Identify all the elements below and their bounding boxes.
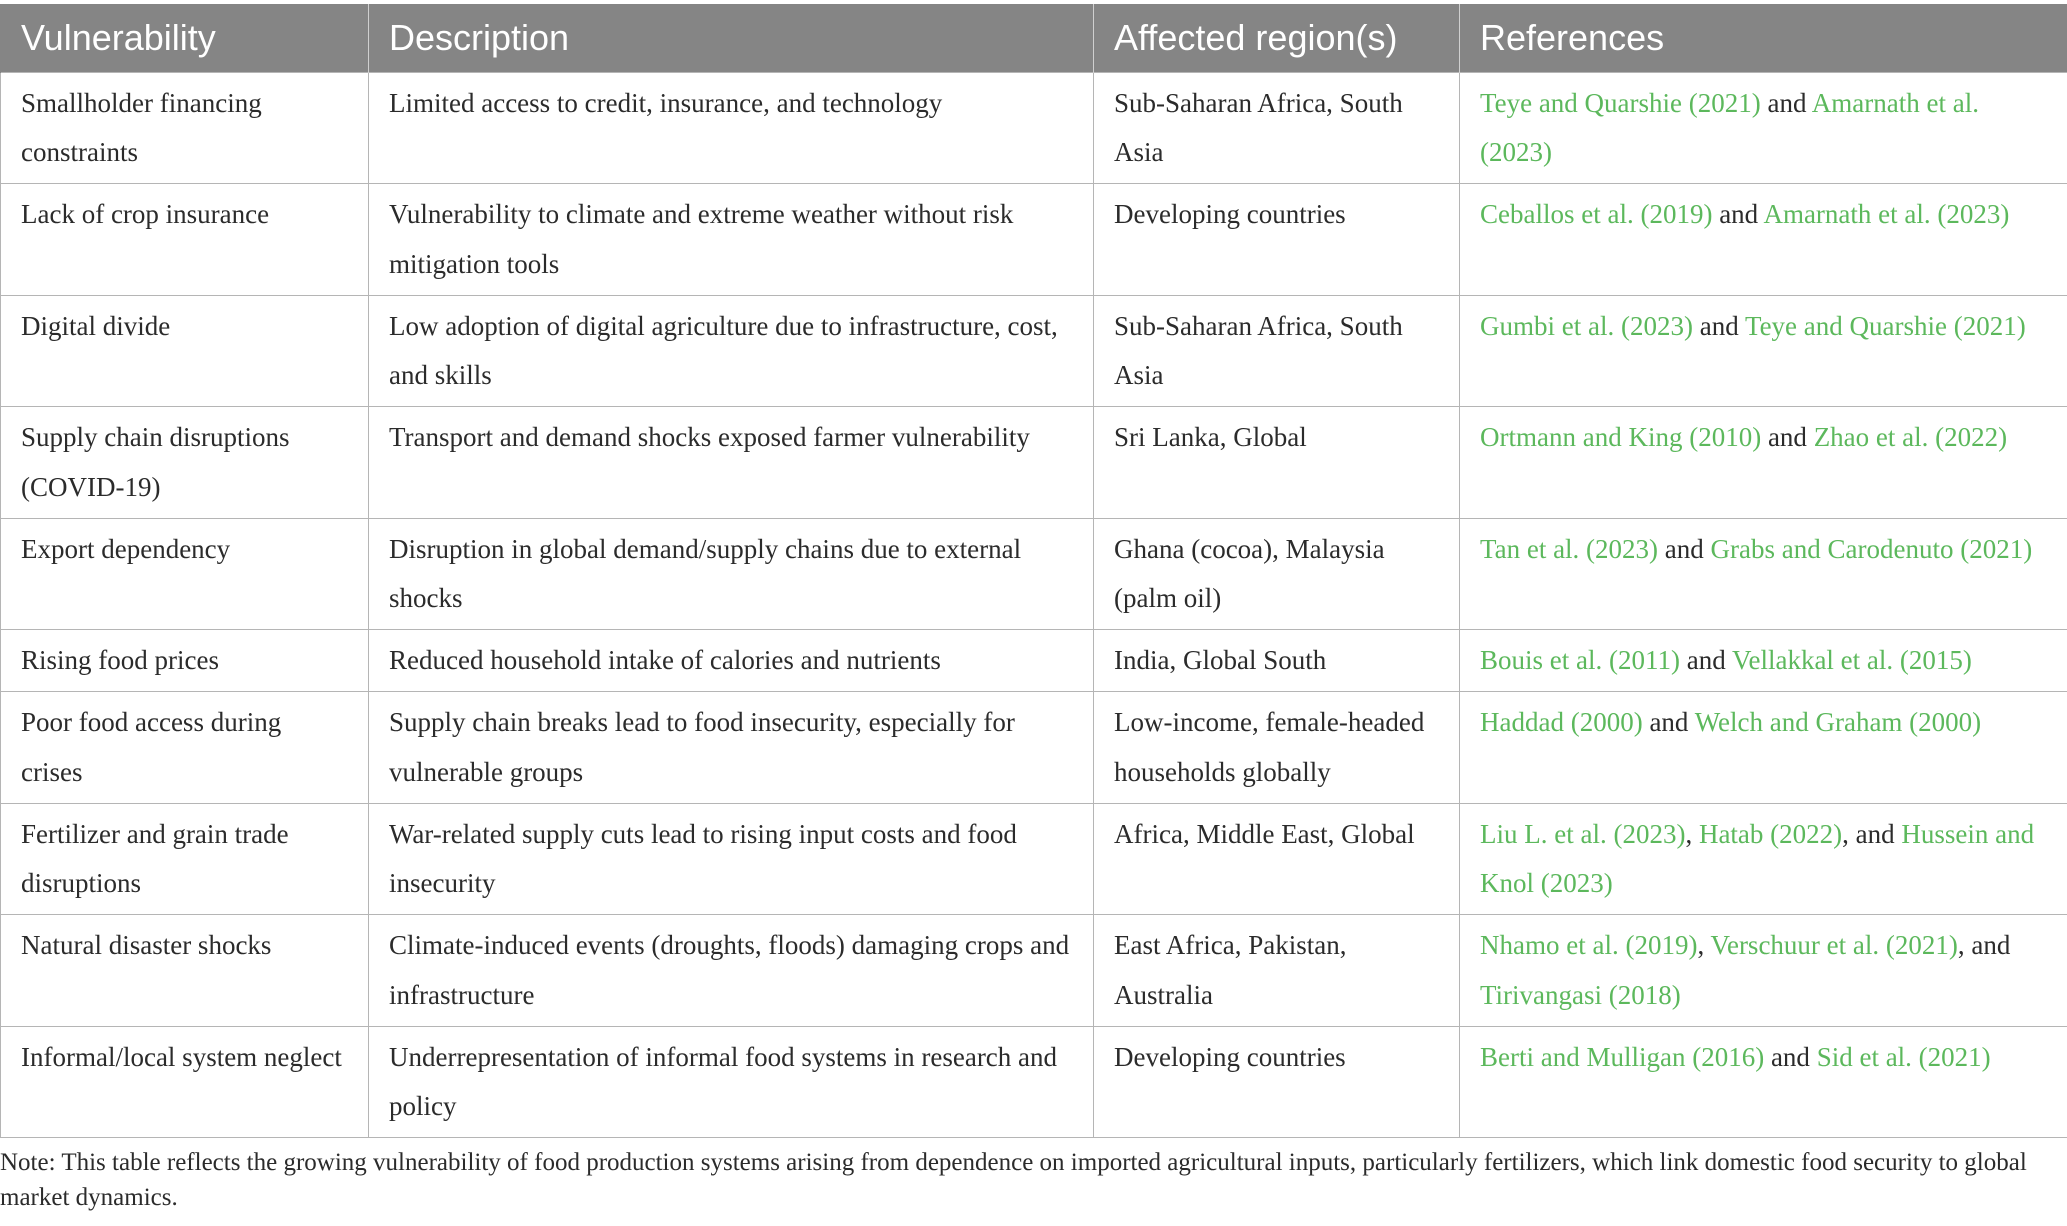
reference-link[interactable]: Amarnath et al. (2023) <box>1480 87 1979 167</box>
cell-references <box>1460 407 2067 519</box>
reference-connector: and <box>1692 310 1745 341</box>
table-note: Note: This table reflects the growing vulnerability of food production systems arising from dependence on imported agricultural inputs, particularly fertilizers, which link domestic food security to global market dynamics. <box>0 1149 2027 1211</box>
cell-regions: Sub-Saharan Africa, South Asia <box>1094 295 1460 407</box>
cell-description: Disruption in global demand/supply chains due to external shocks <box>369 518 1094 630</box>
cell-references <box>1460 915 2067 1027</box>
reference-connector: and <box>1761 422 1814 452</box>
reference-link[interactable]: Tirivangasi (2018) <box>1480 979 1681 1010</box>
cell-regions: Low-income, female-headed households globally <box>1094 692 1460 804</box>
cell-references <box>1460 692 2067 804</box>
cell-references <box>1460 630 2067 692</box>
table-row <box>1 518 2067 630</box>
reference-link[interactable]: Zhao et al. (2022) <box>1813 422 2008 452</box>
cell-references <box>1460 803 2067 915</box>
table-container <box>0 4 2067 1138</box>
reference-link[interactable]: Nhamo et al. (2019) <box>1480 930 1698 960</box>
table-row <box>1 295 2067 407</box>
cell-description: War-related supply cuts lead to rising input costs and food insecurity <box>369 803 1094 915</box>
table-row <box>1 630 2067 692</box>
cell-description: Limited access to credit, insurance, and technology <box>369 72 1094 184</box>
cell-vulnerability: Smallholder financing constraints <box>1 72 369 184</box>
reference-connector: and <box>1679 645 1732 675</box>
reference-link[interactable]: Welch and Graham (2000) <box>1694 707 1982 737</box>
cell-regions: India, Global South <box>1094 630 1460 692</box>
cell-vulnerability: Digital divide <box>1 295 369 407</box>
reference-link[interactable]: Vellakkal et al. (2015) <box>1731 645 1972 675</box>
header-affected-regions: Affected region(s) <box>1094 4 1460 72</box>
reference-connector: , <box>1685 818 1699 849</box>
vulnerability-table <box>0 4 2067 1138</box>
table-row <box>1 803 2067 915</box>
cell-regions: Sri Lanka, Global <box>1094 407 1460 519</box>
table-row <box>1 184 2067 296</box>
cell-description: Reduced household intake of calories and nutrients <box>369 630 1094 692</box>
table-row <box>1 1026 2067 1138</box>
cell-regions: Developing countries <box>1094 1026 1460 1138</box>
cell-vulnerability: Informal/local system neglect <box>1 1026 369 1138</box>
cell-references <box>1460 518 2067 630</box>
reference-link[interactable]: Ortmann and King (2010) <box>1480 422 1762 452</box>
cell-regions: Sub-Saharan Africa, South Asia <box>1094 72 1460 184</box>
table-row <box>1 915 2067 1027</box>
cell-regions: Developing countries <box>1094 184 1460 296</box>
reference-link[interactable]: Sid et al. (2021) <box>1816 1041 1991 1072</box>
cell-description: Supply chain breaks lead to food insecurity, especially for vulnerable groups <box>369 692 1094 804</box>
table-header <box>1 4 2067 72</box>
reference-link[interactable]: Grabs and Carodenuto (2021) <box>1710 533 2033 564</box>
cell-description: Underrepresentation of informal food systems in research and policy <box>369 1026 1094 1138</box>
reference-connector: , and <box>1957 930 2011 960</box>
cell-description: Transport and demand shocks exposed farmer vulnerability <box>369 407 1094 519</box>
reference-connector: and <box>1712 199 1764 229</box>
cell-vulnerability: Rising food prices <box>1 630 369 692</box>
reference-connector: and <box>1760 87 1812 118</box>
reference-link[interactable]: Verschuur et al. (2021) <box>1710 930 1958 960</box>
reference-link[interactable]: Teye and Quarshie (2021) <box>1480 87 1761 118</box>
header-row <box>1 4 2067 72</box>
reference-link[interactable]: Bouis et al. (2011) <box>1480 645 1680 675</box>
reference-link[interactable]: Hussein and Knol (2023) <box>1480 818 2035 898</box>
cell-vulnerability: Supply chain disruptions (COVID-19) <box>1 407 369 519</box>
header-description: Description <box>369 4 1094 72</box>
cell-references <box>1460 72 2067 184</box>
reference-link[interactable]: Gumbi et al. (2023) <box>1480 310 1693 341</box>
reference-link[interactable]: Tan et al. (2023) <box>1480 533 1659 564</box>
cell-references <box>1460 1026 2067 1138</box>
reference-connector: and <box>1658 533 1711 564</box>
cell-description: Vulnerability to climate and extreme weather without risk mitigation tools <box>369 184 1094 296</box>
cell-regions: East Africa, Pakistan, Australia <box>1094 915 1460 1027</box>
reference-connector: and <box>1642 707 1695 737</box>
cell-vulnerability: Fertilizer and grain trade disruptions <box>1 803 369 915</box>
reference-link[interactable]: Liu L. et al. (2023) <box>1480 818 1686 849</box>
reference-connector: and <box>1764 1041 1817 1072</box>
cell-vulnerability: Lack of crop insurance <box>1 184 369 296</box>
cell-regions: Africa, Middle East, Global <box>1094 803 1460 915</box>
cell-vulnerability: Export dependency <box>1 518 369 630</box>
table-body <box>1 72 2067 1138</box>
reference-link[interactable]: Amarnath et al. (2023) <box>1763 199 2010 229</box>
reference-connector: , and <box>1842 818 1902 849</box>
cell-vulnerability: Natural disaster shocks <box>1 915 369 1027</box>
header-references: References <box>1460 4 2067 72</box>
table-row <box>1 407 2067 519</box>
cell-regions: Ghana (cocoa), Malaysia (palm oil) <box>1094 518 1460 630</box>
cell-description: Climate-induced events (droughts, floods) damaging crops and infrastructure <box>369 915 1094 1027</box>
table-row <box>1 692 2067 804</box>
reference-connector: , <box>1697 930 1711 960</box>
cell-vulnerability: Poor food access during crises <box>1 692 369 804</box>
reference-link[interactable]: Teye and Quarshie (2021) <box>1744 310 2026 341</box>
reference-link[interactable]: Berti and Mulligan (2016) <box>1480 1041 1765 1072</box>
header-vulnerability: Vulnerability <box>1 4 369 72</box>
cell-references <box>1460 295 2067 407</box>
cell-references <box>1460 184 2067 296</box>
cell-description: Low adoption of digital agriculture due to infrastructure, cost, and skills <box>369 295 1094 407</box>
reference-link[interactable]: Hatab (2022) <box>1698 818 1843 849</box>
reference-link[interactable]: Ceballos et al. (2019) <box>1480 199 1713 229</box>
table-row <box>1 72 2067 184</box>
reference-link[interactable]: Haddad (2000) <box>1480 707 1643 737</box>
